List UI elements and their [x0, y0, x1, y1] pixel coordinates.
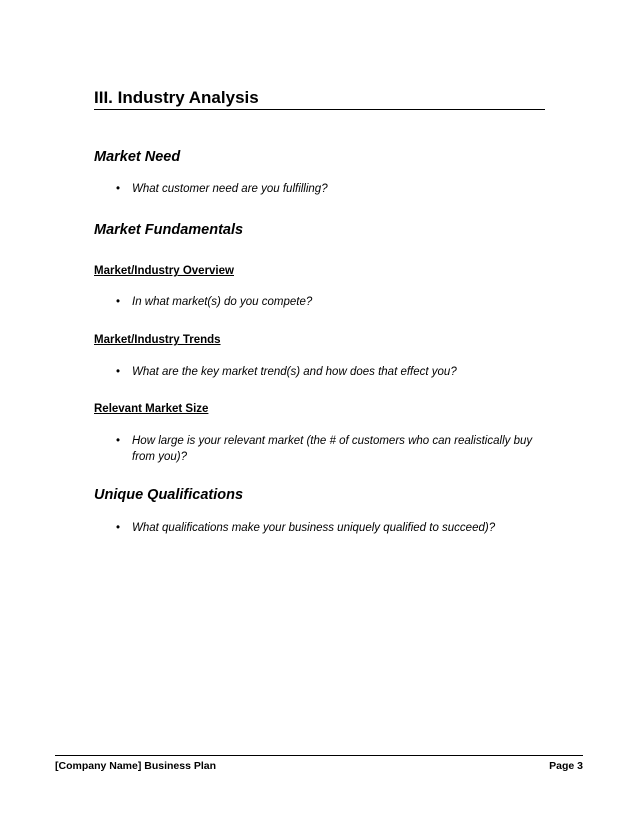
- heading-unique-qualifications: Unique Qualifications: [94, 487, 244, 503]
- list-item: [116, 181, 556, 197]
- bullet-text: What qualifications make your business uniquely qualified to succeed)?: [132, 522, 496, 534]
- bullet-text: How large is your relevant market (the # of customers who can realistically buy from you)?: [132, 435, 533, 463]
- bullet-text: In what market(s) do you compete?: [132, 296, 313, 308]
- subheading-market-trends: Market/Industry Trends: [94, 334, 221, 346]
- list-item: [116, 364, 556, 380]
- bullet-icon: •: [116, 296, 121, 308]
- heading-market-need: Market Need: [94, 149, 181, 165]
- bullet-icon: •: [116, 183, 121, 195]
- footer-page-number: Page 3: [549, 760, 583, 772]
- bullet-icon: •: [116, 366, 121, 378]
- bullet-text: What customer need are you fulfilling?: [132, 183, 328, 195]
- list-item: [116, 433, 556, 465]
- bullet-text: What are the key market trend(s) and how does that effect you?: [132, 366, 457, 378]
- footer-company: [Company Name] Business Plan: [55, 760, 217, 772]
- page-title: III. Industry Analysis: [94, 88, 545, 110]
- list-item: [116, 520, 556, 536]
- heading-market-fundamentals: Market Fundamentals: [94, 222, 244, 238]
- bullet-icon: •: [116, 522, 121, 534]
- subheading-market-size: Relevant Market Size: [94, 403, 209, 415]
- bullet-icon: •: [116, 435, 121, 447]
- subheading-market-overview: Market/Industry Overview: [94, 265, 234, 277]
- page-footer: [55, 755, 583, 773]
- list-item: [116, 294, 556, 310]
